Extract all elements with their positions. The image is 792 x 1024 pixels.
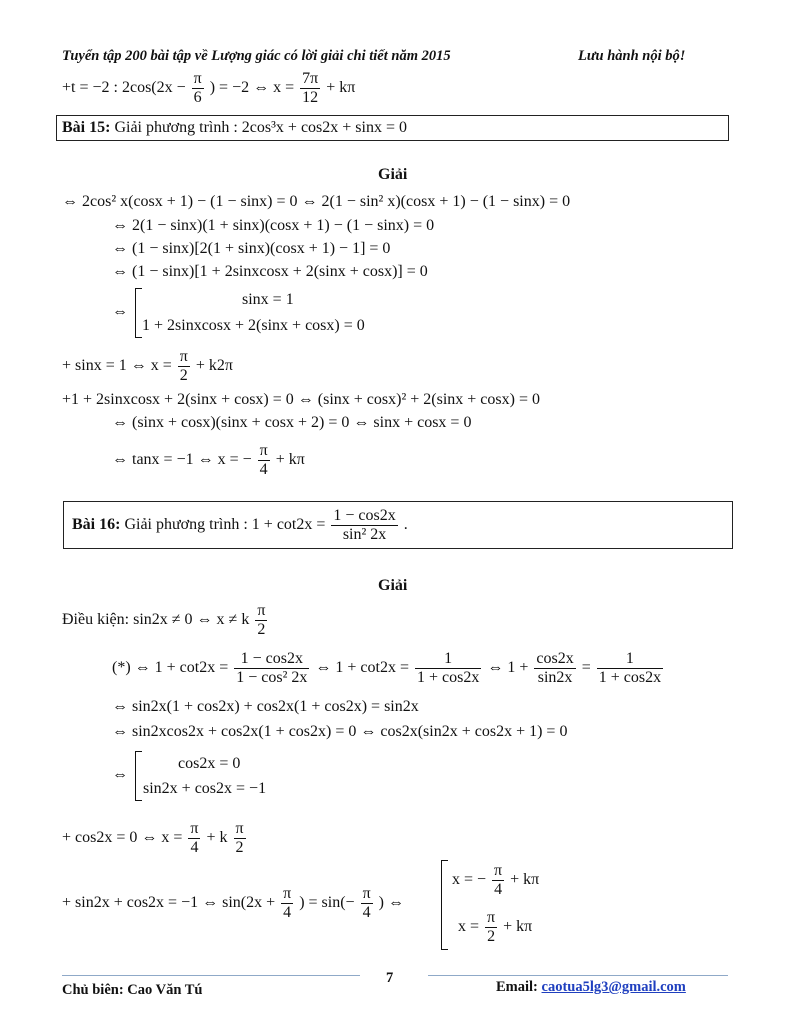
bai16-problem: Bài 16: Giải phương trình : 1 + cot2x = $\frac{1 - \cos 2x}{\text{sin² 2x}}$ . (72, 507, 408, 543)
bai15-case2-line2: ⇔ (sinx + cosx)(sinx + cosx + 2) = 0 ⇔ sinx + cosx = 0 (112, 414, 472, 431)
bai16-star-line: (*) ⇔ 1 + cot2x = $\frac{1 - \cos 2x}{\text{1 − cos² 2x}}$ ⇔ 1 + cot2x = $\frac{1}{1 + \cos 2x}$ ⇔ 1 + $\frac{\cos 2x}{\sin 2x}$ = $\frac{1}{1 + \cos 2x}$ (112, 650, 662, 686)
bai16-case1: + cos2x = 0 ⇔ x = $\frac{\pi}{4}$ + k $\frac{\pi}{2}$ (62, 820, 244, 856)
bai15-line-1: ⇔ 2cos² x(cosx + 1) − (1 − sinx) = 0 ⇔ 2(1 − sin² x)(cosx + 1) − (1 − sinx) = 0 (62, 193, 571, 210)
footer-rule-right (428, 975, 728, 976)
bai15-case2-line1: +1 + 2sinxcosx + 2(sinx + cosx) = 0 ⇔ (sinx + cosx)² + 2(sinx + cosx) = 0 (62, 391, 540, 408)
bai15-case1-frac: $\frac{\pi}{2}$ (179, 348, 188, 384)
bai15-line-2: ⇔ 2(1 − sinx)(1 + sinx)(cosx + 1) − (1 − sinx) = 0 (112, 217, 435, 234)
bai16-text: Giải phương trình : (124, 516, 248, 534)
bai16-cond-frac: $\frac{\pi}{2}$ (257, 602, 266, 638)
bai16-line-3: ⇔ sin2xcos2x + cos2x(1 + cos2x) = 0 ⇔ cos2x(sin2x + cos2x + 1) = 0 (112, 723, 568, 740)
bai15-text: Giải phương trình : (114, 119, 238, 136)
top-line-mid: ) = −2 ⇔ x = (209, 79, 295, 97)
bai16-sol2-frac: $\frac{\pi}{2}$ (487, 909, 496, 945)
bai16-system-arrow: ⇔ (112, 766, 128, 783)
bai15-equation: 2cos³x + cos2x + sinx = 0 (241, 119, 407, 136)
bai16-system-bottom: sin2x + cos2x = −1 (143, 780, 267, 797)
bai16-eq-frac: $\frac{1 - \cos 2x}{\text{sin² 2x}}$ (333, 507, 396, 543)
footer-email-label: Email: (496, 979, 538, 995)
email-link[interactable]: caotua5lg3@gmail.com (541, 979, 686, 995)
top-line (62, 70, 355, 107)
bai16-c1-frac-2: $\frac{\pi}{2}$ (235, 820, 244, 856)
bai15-giai: Giải (378, 166, 408, 183)
bai15-line-3: ⇔ (1 − sinx)[2(1 + sinx)(cosx + 1) − 1] = 0 (112, 240, 391, 257)
bai15-case2-line3: ⇔ tanx = −1 ⇔ x = − $\frac{\pi}{4}$ + kπ (112, 442, 305, 478)
bai16-system-bracket (135, 751, 142, 801)
bai16-solution-bracket (441, 860, 448, 950)
bai16-star-frac-3: $\frac{\cos 2x}{\sin 2x}$ (536, 650, 574, 686)
bai16-case2: + sin2x + cos2x = −1 ⇔ sin(2x + $\frac{\pi}{4}$ ) = sin(− $\frac{\pi}{4}$ ) ⇔ (62, 885, 404, 921)
bai15-system-arrow: ⇔ (112, 303, 128, 320)
top-line-prefix: +t = −2 : 2cos(2x − (62, 79, 186, 97)
bai16-condition: Điều kiện: sin2x ≠ 0 ⇔ x ≠ k $\frac{\pi}{2}$ (62, 602, 266, 638)
page-number: 7 (386, 970, 394, 986)
bai15-case1: + sinx = 1 ⇔ x = $\frac{\pi}{2}$ + k2π (62, 348, 233, 384)
bai16-sol1-frac: $\frac{\pi}{4}$ (494, 862, 503, 898)
bai16-c2-frac-1: $\frac{\pi}{4}$ (283, 885, 292, 921)
bai16-c2-frac-2: $\frac{\pi}{4}$ (362, 885, 371, 921)
footer-email (496, 979, 686, 996)
bai16-solution-2: x = $\frac{\pi}{2}$ + kπ (458, 909, 533, 945)
bai16-star-frac-1: $\frac{1 - \cos 2x}{\text{1 − cos² 2x}}$ (236, 650, 308, 686)
bai16-star-frac-4: $\frac{1}{1 + \cos 2x}$ (598, 650, 662, 686)
bai15-system-bottom: 1 + 2sinxcosx + 2(sinx + cosx) = 0 (142, 317, 365, 334)
footer-rule-left (62, 975, 360, 976)
bai16-line-2: ⇔ sin2x(1 + cos2x) + cos2x(1 + cos2x) = sin2x (112, 698, 419, 715)
bai16-label: Bài 16: (72, 516, 121, 534)
top-line-suffix: + kπ (326, 79, 356, 97)
bai16-solution-1: x = − $\frac{\pi}{4}$ + kπ (452, 862, 540, 898)
header-title: Tuyển tập 200 bài tập về Lượng giác có lời giải chi tiết năm 2015 (62, 48, 451, 64)
bai15-problem (62, 118, 407, 138)
bai15-system-top: sinx = 1 (242, 291, 294, 308)
bai16-c1-frac-1: $\frac{\pi}{4}$ (190, 820, 199, 856)
bai15-system-bracket (135, 288, 142, 338)
bai16-system-top: cos2x = 0 (178, 755, 241, 772)
top-frac-1: $\frac{\pi}{6}$ (193, 70, 202, 106)
bai16-star-frac-2: $\frac{1}{1 + \cos 2x}$ (417, 650, 480, 686)
bai15-case2-frac: $\frac{\pi}{4}$ (259, 442, 268, 478)
bai15-line-4: ⇔ (1 − sinx)[1 + 2sinxcosx + 2(sinx + cosx)] = 0 (112, 263, 428, 280)
bai16-giai: Giải (378, 577, 408, 594)
header-note: Lưu hành nội bộ! (578, 48, 686, 64)
footer-author: Chủ biên: Cao Văn Tú (62, 982, 203, 998)
bai15-label: Bài 15: (62, 119, 111, 136)
top-frac-2: $\frac{7\pi}{12}$ (302, 70, 319, 106)
